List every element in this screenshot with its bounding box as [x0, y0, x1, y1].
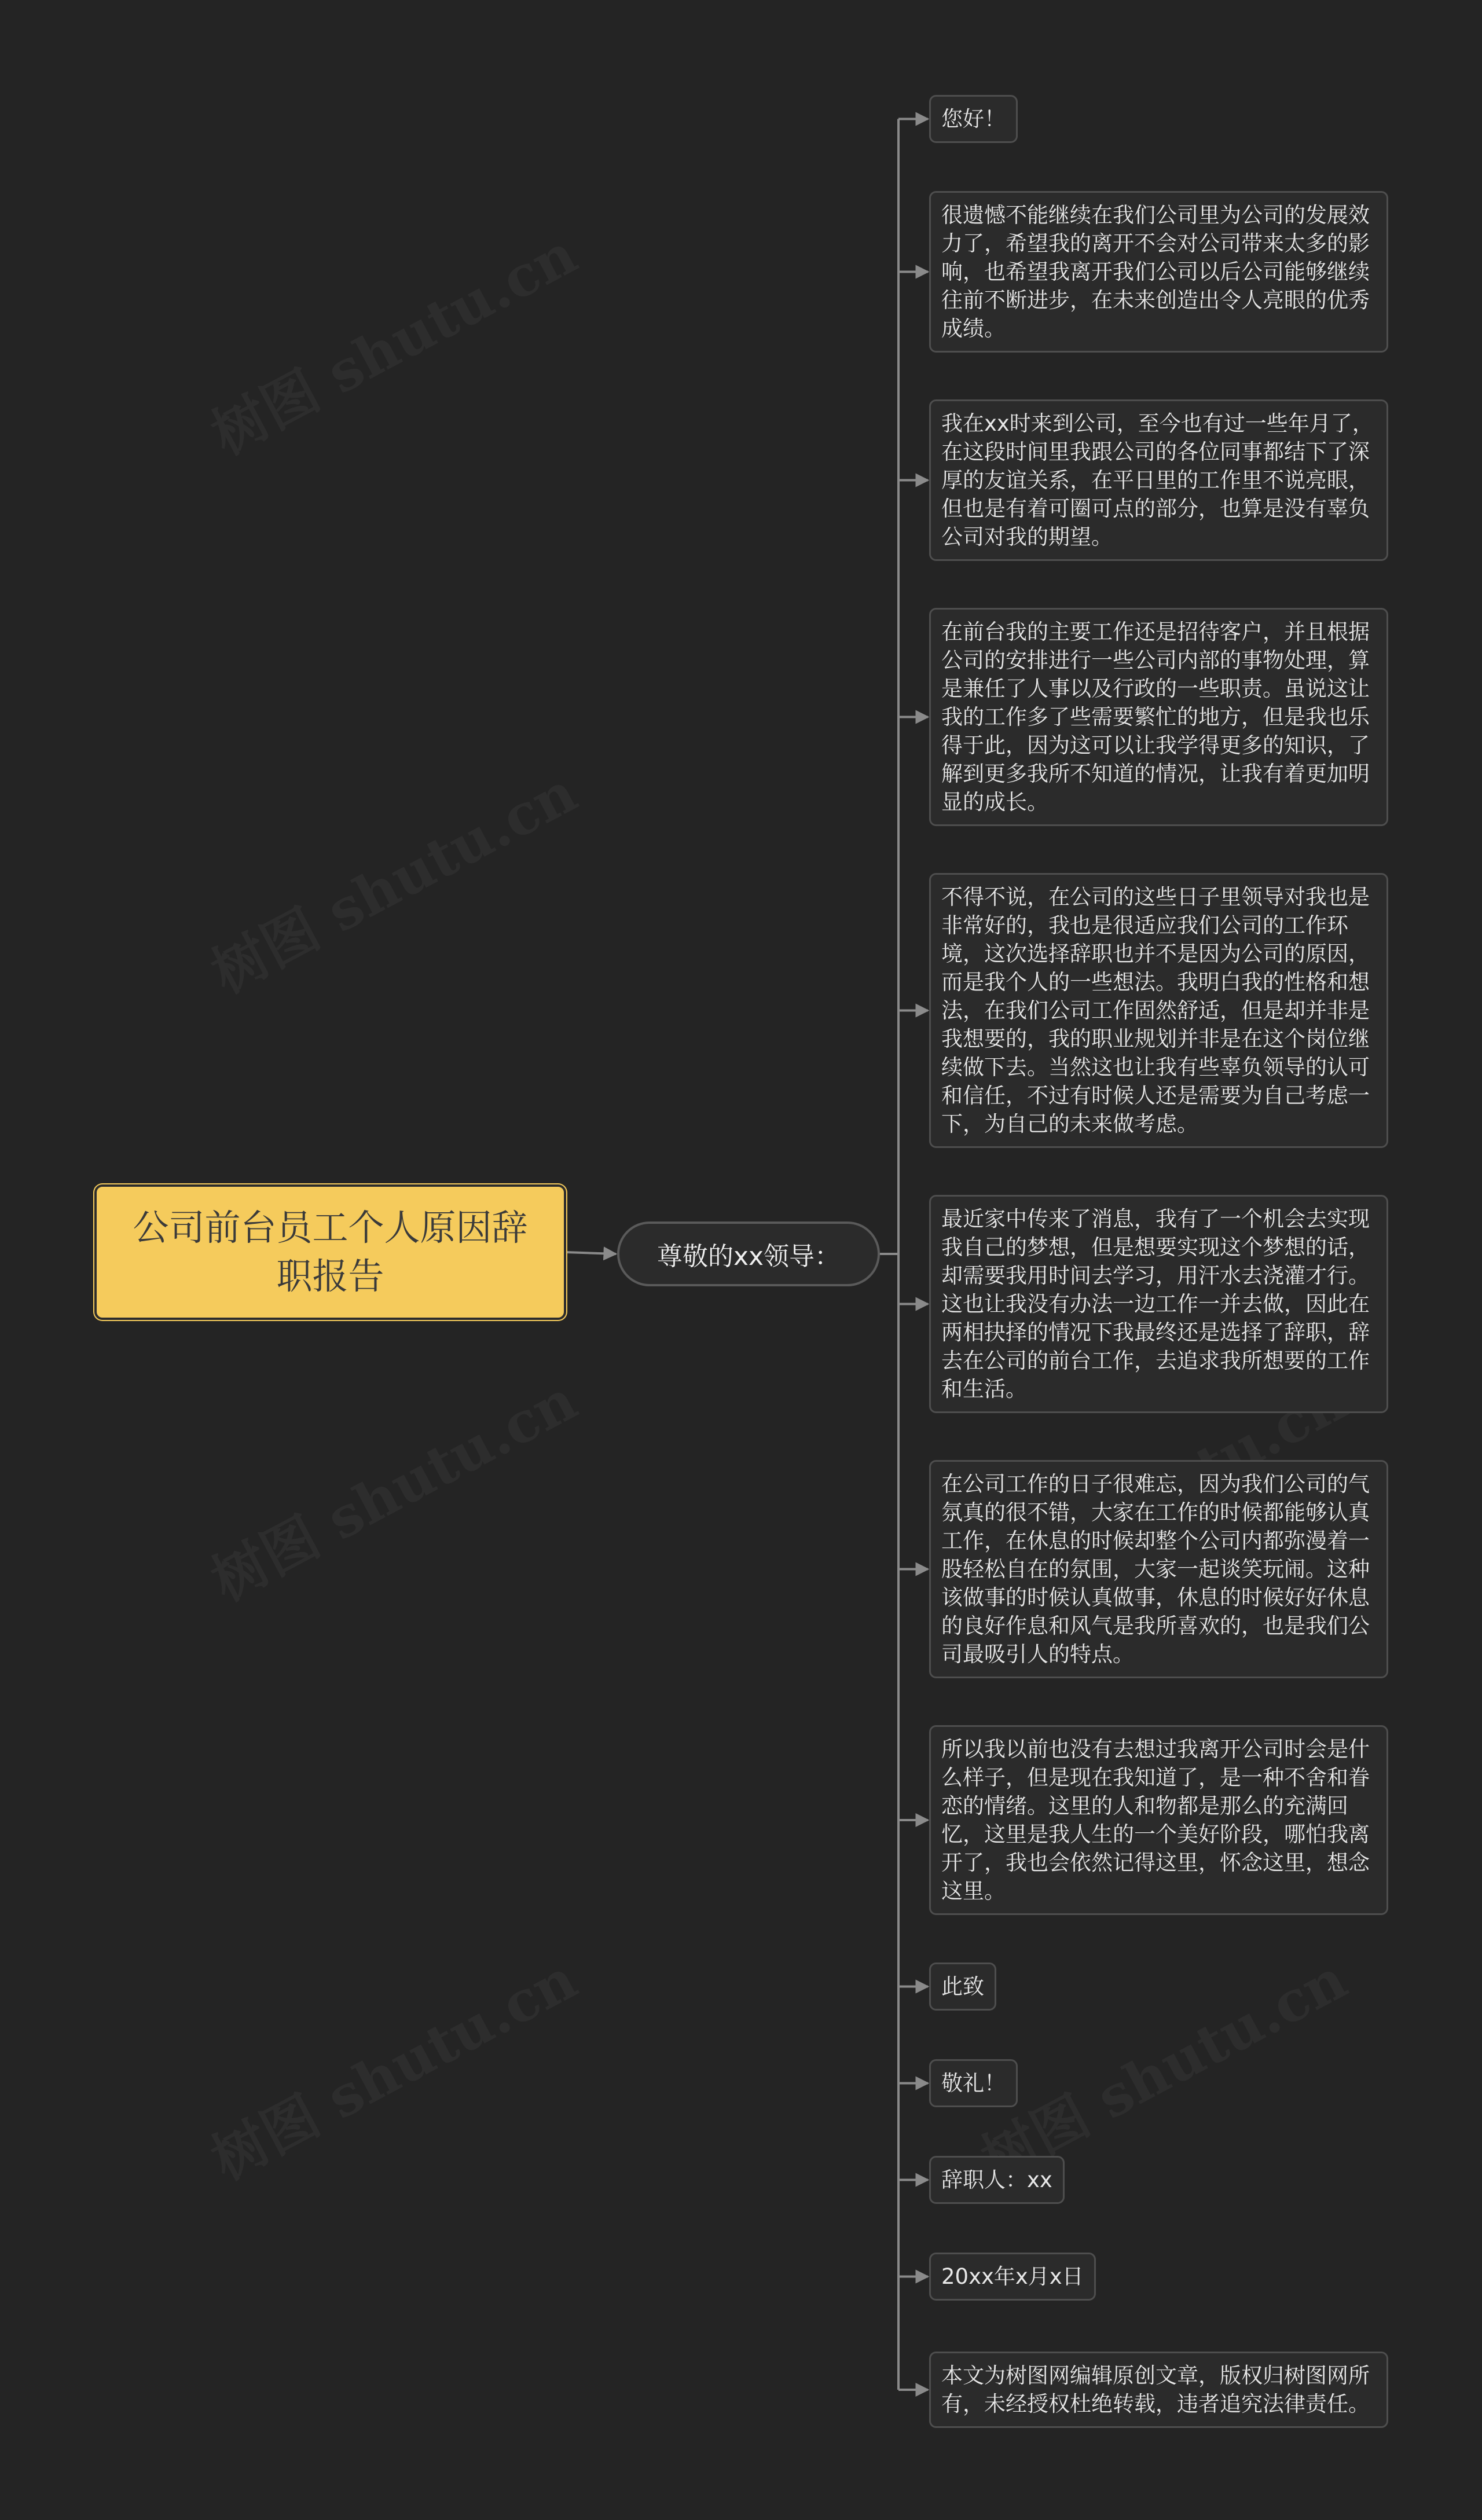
- leaf-text: 您好！: [941, 107, 1006, 131]
- leaf-text: 所以我以前也没有去想过我离开公司时会是什么样子，但是现在我知道了，是一种不舍和眷恋的情绪。这里的人和物都是那么的充满回忆，这里是我人生的一个美好阶段，哪怕我离开了，我也会依然记得这里，怀念这里，想念这里。: [941, 1737, 1370, 1903]
- branch-topic-label: 尊敬的xx领导：: [656, 1242, 841, 1271]
- leaf-node-paragraph-6[interactable]: [929, 1460, 1388, 1678]
- root-topic-label: 公司前台员工个人原因辞职报告: [133, 1206, 528, 1297]
- leaf-text: 我在xx时来到公司，至今也有过一些年月了，在这段时间里我跟公司的各位同事都结下了深厚的友谊关系，在平日里的工作里不说亮眼，但也是有着可圈可点的部分，也算是没有辜负公司对我的期望。: [941, 411, 1374, 549]
- root-to-branch-connector: [566, 1252, 616, 1254]
- root-topic-node[interactable]: [94, 1184, 566, 1320]
- leaf-text: 本文为树图网编辑原创文章，版权归树图网所有，未经授权杜绝转载，违者追究法律责任。: [941, 2363, 1370, 2416]
- leaf-text: 20xx年x月x日: [941, 2264, 1084, 2289]
- leaf-node-salute[interactable]: [929, 2059, 1018, 2107]
- leaf-text: 在公司工作的日子很难忘，因为我们公司的气氛真的很不错，大家在工作的时候都能够认真工作，在休息的时候却整个公司内都弥漫着一股轻松自在的氛围，大家一起谈笑玩闹。这种该做事的时候认真做事，休息的时候好好休息的良好作息和风气是我所喜欢的，也是我们公司最吸引人的特点。: [941, 1472, 1370, 1667]
- leaf-text: 最近家中传来了消息，我有了一个机会去实现我自己的梦想，但是想要实现这个梦想的话，却需要我用时间去学习，用汗水去浇灌才行。这也让我没有办法一边工作一并去做，因此在两相抉择的情况下我最终还是选择了辞职，辞去在公司的前台工作，去追求我所想要的工作和生活。: [941, 1206, 1370, 1402]
- leaf-node-signature[interactable]: [929, 2156, 1065, 2204]
- leaf-text: 此致: [941, 1974, 984, 1999]
- leaf-node-paragraph-1[interactable]: [929, 191, 1388, 353]
- leaf-text: 在前台我的主要工作还是招待客户，并且根据公司的安排进行一些公司内部的事物处理，算是兼任了人事以及行政的一些职责。虽说这让我的工作多了些需要繁忙的地方，但是我也乐得于此，因为这可以让我学得更多的知识，了解到更多我所不知道的情况，让我有着更加明显的成长。: [941, 619, 1370, 815]
- leaf-node-paragraph-4[interactable]: [929, 873, 1388, 1148]
- leaf-node-paragraph-5[interactable]: [929, 1195, 1388, 1413]
- leaf-node-greeting[interactable]: [929, 95, 1018, 143]
- leaf-node-date[interactable]: [929, 2253, 1096, 2301]
- branch-topic-node[interactable]: [617, 1222, 880, 1286]
- leaf-node-closing[interactable]: [929, 1963, 996, 2011]
- leaf-node-paragraph-3[interactable]: [929, 608, 1388, 826]
- leaf-node-paragraph-2[interactable]: [929, 399, 1388, 561]
- leaf-node-copyright[interactable]: [929, 2352, 1388, 2428]
- leaf-text: 敬礼！: [941, 2071, 1006, 2096]
- leaf-text: 很遗憾不能继续在我们公司里为公司的发展效力了，希望我的离开不会对公司带来太多的影响，也希望我离开我们公司以后公司能够继续往前不断进步，在未来创造出令人亮眼的优秀成绩。: [941, 203, 1370, 341]
- leaf-text: 不得不说，在公司的这些日子里领导对我也是非常好的，我也是很适应我们公司的工作环境，这次选择辞职也并不是因为公司的原因，而是我个人的一些想法。我明白我的性格和想法，在我们公司工作固然舒适，但是却并非是我想要的，我的职业规划并非是在这个岗位继续做下去。当然这也让我有些辜负领导的认可和信任，不过有时候人还是需要为自己考虑一下，为自己的未来做考虑。: [941, 885, 1370, 1136]
- leaf-node-paragraph-7[interactable]: [929, 1725, 1388, 1915]
- leaf-text: 辞职人：xx: [941, 2167, 1052, 2192]
